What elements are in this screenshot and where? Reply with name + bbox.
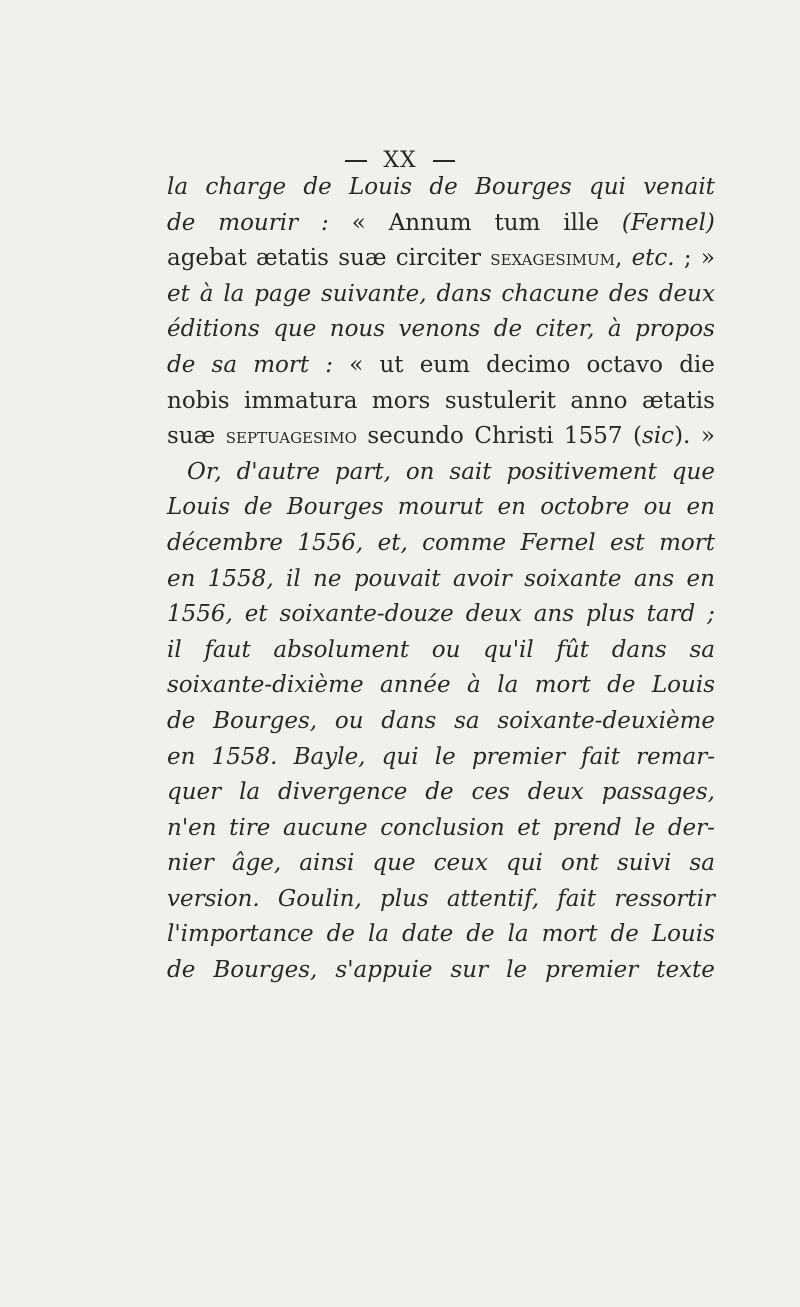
word: ans: [533, 601, 575, 628]
word: avoir: [452, 565, 512, 592]
word: est: [610, 529, 645, 556]
word: «: [349, 351, 364, 378]
word: sa: [689, 636, 715, 663]
word: en: [167, 743, 196, 770]
word: que: [273, 316, 317, 343]
word: la: [497, 672, 519, 699]
word: fait: [581, 743, 620, 770]
text-line: [167, 846, 715, 882]
word: immatura: [244, 387, 358, 414]
text-line: [167, 455, 715, 491]
word: premier: [545, 957, 639, 984]
word: Louis: [349, 174, 413, 200]
word: (Fernel): [621, 209, 715, 236]
word: sa: [689, 850, 715, 877]
word: mort: [659, 529, 715, 556]
word: faut: [204, 636, 251, 663]
text-line: [167, 348, 715, 384]
word: decimo: [486, 351, 571, 378]
word: tum: [494, 209, 541, 236]
word: (sic).: [633, 423, 691, 450]
word: agebat: [167, 245, 247, 272]
word: die: [679, 351, 715, 378]
word: ;: [707, 601, 715, 628]
word: suivante,: [320, 280, 427, 307]
header-dash-right: [433, 160, 455, 162]
word: »: [700, 245, 715, 272]
word: on: [405, 458, 435, 485]
word: la: [367, 921, 390, 948]
word: le: [434, 743, 456, 770]
body-text: [167, 170, 715, 989]
word: en: [167, 565, 196, 592]
word: circiter: [395, 245, 482, 272]
word: la: [167, 174, 189, 200]
word: absolument: [273, 636, 410, 663]
word: date: [402, 921, 454, 948]
word: ætatis: [255, 245, 329, 272]
word: il: [167, 636, 182, 663]
word: Bourges: [286, 494, 384, 521]
word: anno: [570, 387, 628, 414]
word: de: [167, 351, 196, 378]
word: deux: [658, 280, 715, 307]
word: en: [497, 494, 526, 521]
word: pouvait: [353, 565, 441, 592]
word: sa: [211, 351, 238, 378]
word: Louis: [651, 672, 715, 699]
word: de: [425, 779, 454, 806]
word: et: [517, 814, 541, 841]
word: s'appuie: [335, 957, 433, 984]
word: mors: [371, 387, 431, 414]
word: ætatis: [641, 387, 715, 414]
word: n'en: [167, 814, 217, 841]
word: suæ: [338, 245, 387, 272]
text-line: [167, 917, 715, 953]
word: fût: [556, 636, 589, 663]
word: sa: [454, 707, 480, 734]
word: de: [493, 316, 523, 343]
word: de: [167, 209, 196, 236]
word: conclusion: [380, 814, 505, 841]
word: à: [199, 280, 214, 307]
word: Goulin,: [277, 885, 362, 912]
word: ces: [471, 779, 510, 806]
word: ans: [633, 565, 675, 592]
word: comme: [422, 529, 507, 556]
word: Bourges,: [213, 957, 318, 984]
text-line: [167, 526, 715, 562]
word: des: [608, 280, 649, 307]
word: remar-: [636, 743, 715, 770]
text-line: [167, 740, 715, 776]
word: mort: [534, 672, 591, 699]
word: premier: [471, 743, 565, 770]
word: texte: [656, 957, 715, 984]
text-line: [167, 490, 715, 526]
word: l'importance: [167, 921, 314, 948]
word: attentif,: [446, 885, 540, 912]
word: ainsi: [299, 850, 355, 877]
word: de: [607, 672, 636, 699]
word: à: [607, 316, 622, 343]
word: la: [223, 280, 245, 307]
word: etc.: [631, 245, 675, 272]
text-line: [167, 170, 715, 206]
word: prend: [552, 814, 622, 841]
word: mort: [541, 921, 598, 948]
word: en: [686, 494, 715, 521]
word: Bourges: [475, 174, 572, 200]
word: éditions: [167, 316, 260, 343]
word: ille: [563, 209, 599, 236]
word: ont: [561, 850, 599, 877]
text-line: [167, 953, 715, 989]
text-line: [167, 775, 715, 811]
word: ;: [683, 245, 692, 272]
word: la: [507, 921, 529, 948]
word: à: [467, 672, 481, 699]
word: divergence: [278, 779, 408, 806]
word: septuagesimo: [225, 424, 357, 450]
word: 1558,: [207, 565, 274, 592]
word: qui: [589, 174, 626, 200]
word: sexagesimum,: [490, 245, 623, 272]
word: ou: [334, 707, 364, 734]
word: de: [610, 921, 639, 948]
word: sur: [450, 957, 489, 984]
word: 1558.: [211, 743, 278, 770]
word: charge: [205, 174, 287, 200]
word: citer,: [535, 316, 595, 343]
word: de: [167, 957, 196, 984]
word: :: [321, 209, 329, 236]
word: soixante-deuxième: [497, 707, 715, 734]
word: et,: [377, 529, 408, 556]
word: de: [429, 174, 458, 200]
word: dans: [381, 707, 437, 734]
word: deux: [465, 601, 522, 628]
word: nier: [167, 850, 214, 877]
text-line: [167, 597, 715, 633]
word: que: [372, 850, 416, 877]
text-line: [167, 562, 715, 598]
text-line: [167, 668, 715, 704]
word: soixante-douze: [279, 601, 454, 628]
word: qu'il: [483, 636, 534, 663]
text-line: [167, 384, 715, 420]
word: quer: [167, 779, 222, 806]
word: eum: [419, 351, 470, 378]
word: tard: [646, 601, 696, 628]
header-dash-left: [345, 160, 367, 162]
word: mourir: [218, 209, 299, 236]
word: :: [325, 351, 334, 378]
word: mort: [253, 351, 310, 378]
word: page: [254, 280, 312, 307]
word: ressortir: [614, 885, 715, 912]
word: octobre: [540, 494, 630, 521]
word: Or,: [187, 458, 222, 485]
word: ut: [379, 351, 404, 378]
word: secundo: [367, 423, 464, 450]
word: Annum: [388, 209, 472, 236]
word: de: [326, 921, 355, 948]
word: année: [380, 672, 451, 699]
word: 1557: [564, 423, 623, 450]
word: dans: [611, 636, 667, 663]
word: en: [686, 565, 715, 592]
word: chacune: [501, 280, 599, 307]
word: passages,: [601, 779, 715, 806]
word: soixante: [524, 565, 622, 592]
word: et: [244, 601, 268, 628]
word: tire: [229, 814, 271, 841]
word: sustulerit: [444, 387, 556, 414]
word: Louis: [167, 494, 231, 521]
word: d'autre: [236, 458, 320, 485]
word: suivi: [616, 850, 672, 877]
word: Bourges,: [213, 707, 318, 734]
word: part,: [334, 458, 391, 485]
word: »: [700, 423, 715, 450]
word: version.: [167, 885, 260, 912]
word: dans: [436, 280, 492, 307]
word: mourut: [397, 494, 484, 521]
word: deux: [527, 779, 584, 806]
word: qui: [506, 850, 543, 877]
text-line: [167, 704, 715, 740]
word: ne: [313, 565, 342, 592]
word: sait: [449, 458, 492, 485]
word: le: [634, 814, 656, 841]
text-line: [167, 633, 715, 669]
page-number: XX: [383, 148, 417, 173]
word: venait: [643, 174, 715, 200]
word: Louis: [651, 921, 715, 948]
word: propos: [634, 316, 715, 343]
word: de: [167, 707, 196, 734]
word: Fernel: [520, 529, 596, 556]
word: soixante-dixième: [167, 672, 364, 699]
word: der-: [667, 814, 715, 841]
text-line: [167, 882, 715, 918]
word: «: [351, 209, 366, 236]
word: nous: [329, 316, 386, 343]
word: octavo: [586, 351, 664, 378]
word: le: [506, 957, 528, 984]
word: aucune: [283, 814, 368, 841]
text-line: [167, 419, 715, 455]
word: Bayle,: [293, 743, 366, 770]
text-line: [167, 811, 715, 847]
word: que: [671, 458, 715, 485]
word: de: [303, 174, 332, 200]
word: ceux: [433, 850, 488, 877]
word: suæ: [167, 423, 216, 450]
word: de: [244, 494, 273, 521]
word: ou: [643, 494, 673, 521]
word: fait: [557, 885, 597, 912]
text-line: [167, 206, 715, 242]
text-line: [167, 312, 715, 348]
text-line: [167, 277, 715, 313]
word: âge,: [231, 850, 282, 877]
word: nobis: [167, 387, 230, 414]
word: la: [239, 779, 261, 806]
word: 1556,: [297, 529, 364, 556]
word: Christi: [474, 423, 554, 450]
word: plus: [379, 885, 429, 912]
word: et: [167, 280, 190, 307]
word: qui: [381, 743, 419, 770]
word: 1556,: [167, 601, 233, 628]
word: décembre: [167, 529, 283, 556]
word: plus: [585, 601, 635, 628]
word: positivement: [506, 458, 657, 485]
word: il: [285, 565, 301, 592]
word: de: [466, 921, 495, 948]
word: venons: [398, 316, 481, 343]
word: ou: [431, 636, 461, 663]
text-line: [167, 241, 715, 277]
